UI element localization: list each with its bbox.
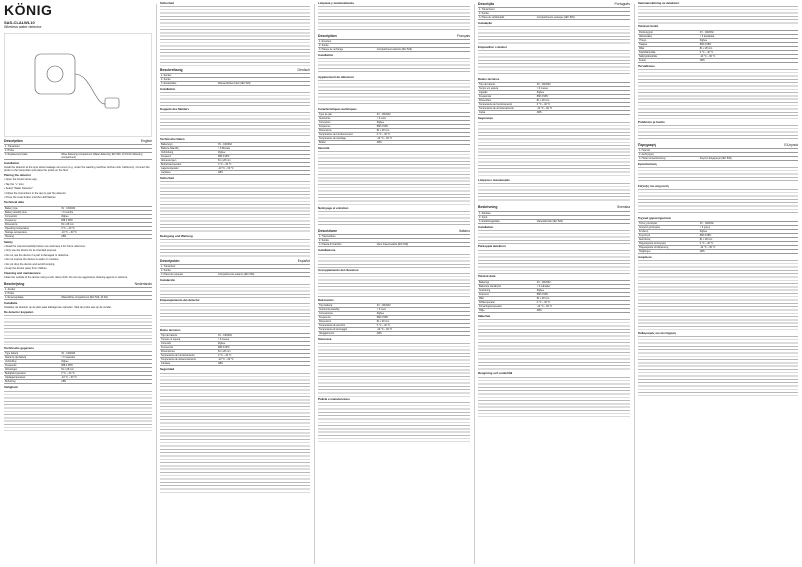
technical-data-table-it: Tipo batteria 3V - CR2032 Autonomia standby > 6 mesi Connessione Zigbee Frequenza 868.3 MHz Dimensioni 81 x 28 mm Temperatura di esercizio 0 °C ~ 40 °C Temperatura di stoccaggio -10 °C ~ 60 °C Alloggiamento ABS (318, 303, 470, 336)
section-safety-it: Sicurezza (318, 337, 332, 342)
text-block (638, 189, 798, 215)
section-cleaning: Cleaning and maintenance (4, 271, 41, 276)
text-block (318, 80, 470, 106)
pairing-step: • Press the reset button until the LED flashes. (4, 196, 152, 199)
text-block (638, 69, 798, 119)
section-safety: Safety (4, 239, 13, 244)
column-portuguese-swedish (478, 0, 630, 567)
description-heading-nl: Beschrijving Nederlands (4, 281, 152, 286)
section-installation-es: Instalación (160, 278, 176, 283)
product-illustration (4, 33, 152, 137)
section-pairing-fr: Appairement du détecteur (318, 74, 354, 79)
text-block (318, 211, 470, 227)
section-safety-pt: Segurança (478, 116, 493, 121)
section-cleaning-es: Limpieza y mantenimiento (318, 0, 355, 5)
section-pairing-el: Σύζευξη του ανιχνευτή (638, 183, 669, 188)
text-block (4, 315, 152, 345)
description-table-sv: 1. Sändare 2. Sond 3. Ersättningsplatta Vattentätt fack (IEC 529) (478, 211, 630, 224)
section-cleaning-pt: Limpeza e manutenção (478, 178, 510, 183)
description-table-fr: 1. Émetteur 2. Sonde 3. Plaque de rechange Compartiment étanche (IEC 529) (318, 39, 470, 52)
description-table: 1. Transmitter 2. Probe 3. Replacement plate Wave flattening compartment (Water-flattening: IEC 529, 10 KΩ for flattening compartment) (4, 144, 152, 160)
safety-item: • Do not expose the device to water or moisture. (4, 258, 152, 261)
section-installation: Installation (4, 160, 20, 165)
text-block (478, 377, 630, 417)
section-top-sv: Sammansättning av detektorn (638, 0, 680, 5)
section-safety-nl: Veiligheid (4, 385, 18, 390)
section-installation-fr: Installation (318, 52, 334, 57)
description-table-nl: 1. Zender 2. Probe 3. Reserveplaatje Waterdichte compartiment (IEC 529, 10 KΩ) (4, 287, 152, 300)
section-pairing-de: Koppeln des Melders (160, 106, 190, 111)
text-block (4, 391, 152, 431)
section-technical-data-es: Datos técnicos (160, 327, 181, 332)
section-installation-sv: Installation (478, 224, 494, 229)
section-cleaning-fr: Nettoyage et entretien (318, 205, 349, 210)
text-block (318, 273, 470, 297)
text-block (318, 151, 470, 205)
text-block (478, 183, 630, 203)
installation-text-nl: Installeer de detector op de plek waar lekkage kan optreden. Sluit de probe aan op de zender. (4, 306, 112, 310)
section-pairing-it: Accoppiamento del rilevatore (318, 268, 359, 273)
section-technical-data-sv: Teknisk data (478, 274, 496, 279)
description-table-de: 1. Sender 2. Sonde 3. Ersatzplatte Wasserdichtes Fach (IEC 529) (160, 73, 310, 86)
description-heading-it: Descrizione Italiano (318, 229, 470, 234)
text-block (478, 250, 630, 274)
text-block (318, 58, 470, 74)
technical-data-table-es: Tipo de batería 3V - CR2032 Tiempo en espera > 6 meses Conexión Zigbee Frecuencia 868.3 MHz Dimensiones 81 x 28 mm Temperatura de funcionamiento 0 °C ~ 40 °C Temperatura de almacenamiento -10 °C ~ 60 °C Carcasa ABS (160, 333, 310, 366)
text-block (160, 239, 310, 257)
product-name: Wireless water detector (4, 25, 42, 29)
technical-data-table-pt: Tipo de bateria 3V - CR2032 Tempo em espera > 6 meses Ligação Zigbee Frequência 868.3 MHz Dimensões 81 x 28 mm Temperatura de funcionamento 0 °C ~ 40 °C Temperatura de armazenamento -10 °C ~ 60 °C Caixa ABS (478, 82, 630, 115)
text-block (160, 373, 310, 493)
section-installation-it: Installazione (318, 248, 336, 253)
section-safety-sv: Säkerhet (478, 313, 491, 318)
section-technical-data-el: Τεχνικά χαρακτηριστικά (638, 215, 671, 220)
section-cleaning-it: Pulizia e manutenzione (318, 397, 350, 402)
technical-data-table-de: Batterietyp 3V - CR2032 Batterie-Standby > 6 Monate Verbindung Zigbee Frequenz 868.3 MHz Abmessungen 81 x 28 mm Betriebstemperatur 0 °C ~ 40 °C Lagertemperatur -10 °C ~ 60 °C Gehäuse ABS (160, 142, 310, 175)
section-pairing-nl: De detector koppelen (4, 309, 34, 314)
column-french-italian (318, 0, 470, 567)
text-block (160, 92, 310, 106)
section-installation-nl: Installatie (4, 300, 18, 305)
text-block (478, 26, 630, 44)
model-number: SAS-CLALWL10 (4, 20, 35, 25)
section-technical-data-nl: Technische gegevens (4, 345, 34, 350)
section-technical-data-fr: Caractéristiques techniques (318, 106, 357, 111)
description-heading-pt: Descrição Português (478, 2, 630, 6)
section-cleaning-sv: Rengöring och underhåll (478, 371, 513, 376)
section-safety-el: Ασφάλεια (638, 255, 652, 260)
column-english (4, 0, 152, 567)
text-block (478, 122, 630, 178)
description-table-pt: 1. Transmissor 2. Sonda 3. Placa de substituição Compartimento estanque (IEC 529) (478, 7, 630, 20)
technical-data-table-sv: Batterityp 3V - CR2032 Batteriets standbytid > 6 månader Anslutning Zigbee Frekvens 868.3 MHz Mått 81 x 28 mm Drifttemperatur 0 °C ~ 40 °C Förvaringstemperatur -10 °C ~ 60 °C Hölje ABS (478, 280, 630, 313)
text-block (638, 260, 798, 330)
installation-text: Install the detector at the spot where leakage can occur (e.g. under the washing machine, kitchen sink, bathroom). Connect the probe to the transmitter and place the probe on the floor. (4, 165, 150, 173)
pairing-step: • Follow the instructions in the app to pair the detector. (4, 192, 152, 195)
section-pairing-es: Emparejamiento del detector (160, 298, 200, 303)
description-heading-sv: Beskrivning Svenska (478, 205, 630, 210)
safety-item: • Keep the device away from children. (4, 267, 152, 270)
safety-item: • Do not drop the device and avoid bumping. (4, 263, 152, 266)
description-table-el: 1. Πομπός 2. Αισθητήρας 3. Πλάκα αντικατάστασης Στεγανό διαμέρισμα (IEC 529) (638, 148, 798, 161)
pairing-step: • Open the Smart Home app. (4, 178, 152, 181)
description-table-es: 1. Transmisor 2. Sonda 3. Placa de repuesto Compartimento estanco (IEC 529) (160, 264, 310, 277)
text-block (638, 6, 798, 24)
column-divider (474, 4, 475, 564)
text-block (478, 50, 630, 76)
text-block (318, 254, 470, 268)
text-block (638, 125, 798, 141)
text-block (160, 181, 310, 233)
section-safety-es: Seguridad (160, 367, 175, 372)
pairing-step: • Select "Water Detector". (4, 187, 152, 190)
technical-data-table-fr: Type de pile 3V - CR2032 Autonomie > 6 mois Connexion Zigbee Fréquence 868.3 MHz Dimensions 81 x 28 mm Température de fonctionnement 0 °C ~ 40 °C Température de stockage -10 °C ~ 60 °C Boîtier ABS (318, 112, 470, 145)
description-heading-es: Descripción Español (160, 259, 310, 264)
safety-item: • Read the manual carefully before use and keep it for future reference. (4, 245, 152, 248)
section-pairing: Pairing the detector (4, 173, 32, 178)
text-block (318, 402, 470, 442)
section-safety-fi: Turvallisuus (638, 63, 655, 68)
section-technical-data: Technical data (4, 200, 24, 205)
section-technical-data-de: Technische Daten (160, 136, 185, 141)
section-installation-el: Εγκατάσταση (638, 162, 657, 167)
text-block (318, 343, 470, 397)
section-cleaning-de: Reinigung und Wartung (160, 233, 193, 238)
section-installation-pt: Instalação (478, 21, 493, 26)
section-safety-de-2: Sicherheit (160, 176, 174, 181)
description-heading-el: Περιγραφή Ελληνικά (638, 142, 798, 147)
description-heading: Description English (4, 138, 152, 143)
pairing-step: • Tap the "+" icon. (4, 183, 152, 186)
section-installation-de: Installation (160, 86, 176, 91)
section-pairing-pt: Emparelhar o detetor (478, 44, 508, 49)
technical-data-table: Battery type 3V - CR2032 Battery standby time > 6 months Connection Zigbee Frequency 868.3 MHz Dimensions 81 x 28 mm Operating temperature 0 °C ~ 40 °C Storage temperature -10 °C ~ 60 °C Housing ABS (4, 206, 152, 239)
safety-item: • Do not use the device if a part is damaged or defective. (4, 254, 152, 257)
text-block (638, 336, 798, 396)
section-cleaning-fi: Puhdistus ja huolto (638, 119, 665, 124)
cleaning-text: Clean the outside of the device using a soft, damp cloth. Do not use aggressive cleaning agents or solvents. (4, 276, 128, 280)
text-block (160, 303, 310, 327)
description-heading-de: Beschreibung Deutsch (160, 67, 310, 72)
section-technical-data-fi: Tekniset tiedot (638, 24, 659, 29)
section-technical-data-it: Dati tecnici (318, 297, 334, 302)
section-safety-de: Sicherheit (160, 0, 174, 5)
technical-data-table-el: Τύπος μπαταρίας 3V - CR2032 Αναμονή μπαταρίας > 6 μήνες Σύνδεση Zigbee Συχνότητα 868.3 MHz Διαστάσεις 81 x 28 mm Θερμοκρασία λειτουργίας 0 °C ~ 40 °C Θερμοκρασία αποθήκευσης -10 °C ~ 60 °C Περίβλημα ABS (638, 221, 798, 254)
description-heading-fr: Description Français (318, 33, 470, 38)
text-block (478, 319, 630, 371)
section-pairing-sv: Parkoppla detektorn (478, 244, 506, 249)
technical-data-table-fi: Paristotyyppi 3V - CR2032 Valmiusaika > 6 kuukautta Yhteys Zigbee Taajuus 868.3 MHz Mitat 81 x 28 mm Käyttölämpötila 0 °C ~ 40 °C Säilytyslämpötila -10 °C ~ 60 °C Kotelo ABS (638, 30, 798, 63)
column-divider (314, 4, 315, 564)
column-greek-finnish (638, 0, 798, 567)
brand-logo: KÖNIG (4, 2, 53, 18)
safety-item: • Only use the device for its intended purpose. (4, 249, 152, 252)
column-divider (156, 4, 157, 564)
text-block (160, 6, 310, 66)
section-technical-data-pt: Dados técnicos (478, 76, 500, 81)
text-block (478, 230, 630, 244)
description-table-it: 1. Trasmettitore 2. Sonda 3. Piastra di ricambio Vano impermeabile (IEC 529) (318, 234, 470, 247)
section-cleaning-el: Καθαρισμός και συντήρηση (638, 331, 677, 336)
column-divider (634, 4, 635, 564)
column-german-spanish (160, 0, 310, 567)
technical-data-table-nl: Type batterij 3V - CR2032 Stand-by tijd batterij > 6 maanden Verbinding Zigbee Frequentie 868.3 MHz Afmetingen 81 x 28 mm Bedrijfstemperatuur 0 °C ~ 40 °C Opslagtemperatuur -10 °C ~ 60 °C Behuizing ABS (4, 351, 152, 384)
text-block (638, 167, 798, 183)
text-block (160, 284, 310, 298)
text-block (160, 112, 310, 136)
text-block (318, 6, 470, 32)
section-safety-fr: Sécurité (318, 146, 330, 151)
